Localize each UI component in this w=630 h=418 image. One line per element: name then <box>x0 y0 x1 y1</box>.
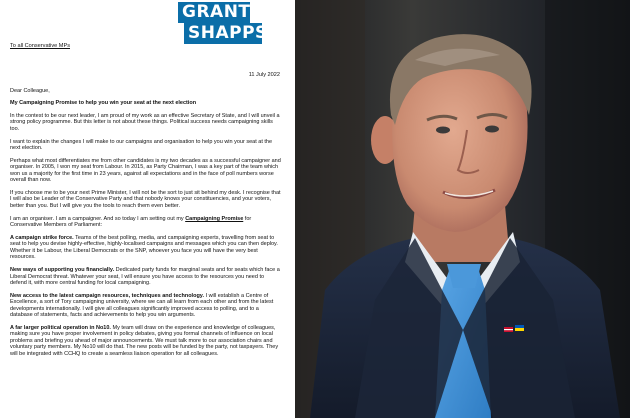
strike-force-title: A campaign strike force. <box>10 235 74 241</box>
paragraph-1: In the contest to be our next leader, I am proud of my work as an effective Secretary of State, and I will unveil a strong policy programme. But this letter is not about these things. Political success needs campaigning skills too. <box>10 112 280 132</box>
paragraph-strike-force <box>10 235 282 261</box>
campaigning-promise-link[interactable]: Campaigning Promise <box>185 215 244 222</box>
paragraph-5-tail: for Conservative Members of Parliament: <box>10 215 252 229</box>
logo-line-grant: GRANT <box>178 2 250 23</box>
paragraph-resources <box>10 293 282 319</box>
financial-text: Dedicated party funds for marginal seats and for seats which face a Liberal Democrat threat. Whatever your seat, I will ensure you have access to the resources you need to defend it, with more central funding for local campaigning. <box>10 267 280 286</box>
portrait-illustration <box>295 0 630 418</box>
paragraph-5-text: I am an organiser. I am a campaigner. And so today I am setting out my <box>10 215 186 222</box>
left-eye <box>436 127 450 134</box>
paragraph-5 <box>10 216 282 229</box>
letter-page <box>0 0 292 418</box>
no10-title: A far larger political operation in No10. <box>10 324 111 331</box>
logo-line-shapps: SHAPPS <box>184 23 262 44</box>
campaign-logo <box>178 2 266 44</box>
paragraph-2: I want to explain the changes I will make to our campaigns and organisation to help you win your seat at the next election. <box>10 138 273 151</box>
tie-knot <box>447 264 481 288</box>
ukraine-flag-pin <box>515 325 524 328</box>
salutation: Dear Colleague, <box>10 88 50 94</box>
paragraph-no10 <box>10 325 282 357</box>
portrait-photo <box>295 0 630 418</box>
paragraph-4: If you choose me to be your next Prime Minister, I will not be the sort to just sit behind my desk. I recognise that I will also be Leader of the Conservative Party and that nobody knows your constituencies, and your voters, better than you. But I will give you the tools to reach them even better. <box>10 189 281 209</box>
financial-title: New ways of supporting you financially. <box>10 267 115 274</box>
strike-force-text: Teams of the best polling, media, and campaigning experts, travelling from seat to seat to help you devise highly-effective, highly-localised campaigns and messages which you can then deploy. Whether it be Labour, the Liberal Democrats or the SNP, whoever you face you will have the very best resources. <box>10 235 278 261</box>
paragraph-3: Perhaps what most differentiates me from other candidates is my two decades as a successful campaigner and organiser. In 2005, I won my seat from Labour. In 2015, as Party Chairman, I was a key part of the team which won us a majority for the first time in 23 years, against all expectations and in the face of poll numbers worse overall than now. <box>10 157 281 184</box>
letter-heading: My Campaigning Promise to help you win your seat at the next election <box>10 100 197 107</box>
letter-date: 11 July 2022 <box>248 72 280 78</box>
letter-body <box>10 88 282 364</box>
resources-title: New access to the latest campaign resources, techniques and technology. <box>10 292 204 299</box>
paragraph-financial <box>10 267 282 286</box>
addressee: To all Conservative MPs <box>10 43 70 49</box>
right-eye <box>485 126 499 133</box>
no10-text: My team will draw on the experience and knowledge of colleagues, making sure you have proper involvement in policy debates, giving you formal channels of influence on local problems and briefing you ahead of major announcements. We must talk more to our association chairs and voluntary party members. My No10 will do that. The new posts will be funded by the party, not taxpayers. They will be integrated with CCHQ to create a seamless liaison operation for all colleagues. <box>10 324 279 357</box>
resources-text: I will establish a Centre of Excellence, a sort of Tory campaigning university, where we can all learn from each other and from the latest developments internationally. I will give all colleagues significantly improved access to polling, and to a database of statements, facts and achievements to help you win arguments. <box>10 292 274 319</box>
